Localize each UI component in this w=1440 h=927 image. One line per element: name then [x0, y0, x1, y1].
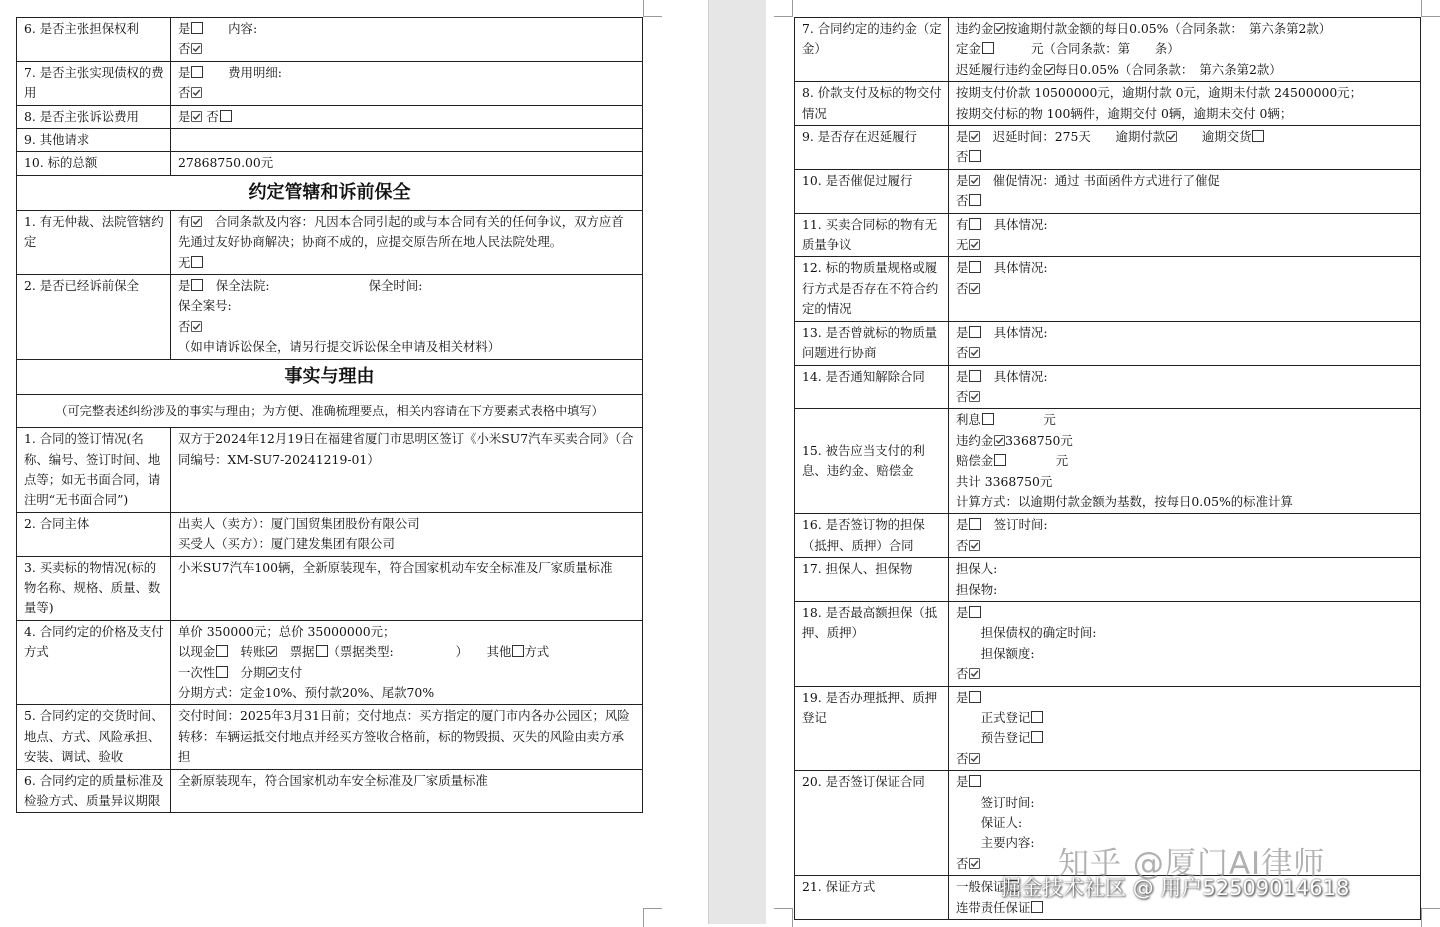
field-line	[956, 323, 1414, 343]
field-text: 是	[956, 368, 969, 384]
unchecked-checkbox-icon[interactable]	[969, 691, 981, 703]
checked-checkbox-icon[interactable]	[969, 172, 980, 183]
checked-checkbox-icon[interactable]	[994, 20, 1005, 31]
field-text: 有	[178, 213, 191, 229]
row-value	[171, 620, 643, 705]
row-value	[949, 686, 1421, 771]
field-text: 主要内容:	[956, 835, 1035, 851]
page-corner-mark	[643, 0, 662, 17]
row-label: 16. 是否签订物的担保（抵押、质押）合同	[795, 514, 949, 558]
field-line	[178, 317, 636, 337]
field-line	[178, 63, 636, 83]
unchecked-checkbox-icon[interactable]	[216, 666, 228, 678]
row-label: 12. 标的物质量规格或履行方式是否存在不符合约定的情况	[795, 257, 949, 321]
field-line	[178, 706, 636, 767]
page-corner-mark	[643, 908, 662, 927]
field-line	[178, 622, 636, 642]
field-line	[178, 153, 636, 173]
form-row	[17, 105, 643, 128]
checked-checkbox-icon[interactable]	[994, 432, 1005, 443]
field-text: 签订时间:	[981, 517, 1048, 533]
field-line	[956, 580, 1414, 600]
field-text: 具体情况:	[981, 260, 1048, 276]
checked-checkbox-icon[interactable]	[969, 388, 980, 399]
row-value	[171, 556, 643, 620]
unchecked-checkbox-icon[interactable]	[512, 645, 524, 657]
field-text: 预告登记	[956, 730, 1031, 746]
field-text: 保证人:	[956, 815, 1023, 831]
field-text: 27868750.00元	[178, 155, 274, 171]
checked-checkbox-icon[interactable]	[969, 750, 980, 761]
page-gutter	[708, 0, 768, 924]
field-line	[956, 793, 1414, 813]
unchecked-checkbox-icon[interactable]	[1031, 901, 1043, 913]
form-row	[17, 705, 643, 769]
row-label: 9. 是否存在迟延履行	[795, 126, 949, 170]
row-label: 7. 合同约定的违约金（定金）	[795, 18, 949, 82]
row-value	[171, 512, 643, 556]
unchecked-checkbox-icon[interactable]	[982, 42, 994, 54]
field-text: 正式登记	[956, 710, 1031, 725]
field-text: 否	[956, 149, 969, 165]
field-text: 签订时间:	[956, 794, 1035, 810]
field-line	[956, 171, 1414, 191]
field-text: 否	[178, 41, 191, 57]
form-row	[795, 365, 1421, 409]
page-corner-mark	[1421, 0, 1440, 17]
section-note-row	[17, 394, 643, 427]
field-line	[178, 558, 636, 578]
form-row	[795, 514, 1421, 558]
row-value	[171, 705, 643, 769]
unchecked-checkbox-icon[interactable]	[1031, 731, 1043, 743]
row-value	[949, 601, 1421, 686]
row-value	[171, 152, 643, 175]
field-line	[178, 683, 636, 703]
row-value	[949, 82, 1421, 126]
field-text: 是	[178, 64, 191, 80]
field-text: 一次性	[178, 664, 216, 680]
checked-checkbox-icon[interactable]	[191, 84, 202, 95]
row-label: 6. 合同约定的质量标准及检验方式、质量异议期限	[17, 769, 171, 813]
row-label: 21. 保证方式	[795, 876, 949, 920]
unchecked-checkbox-icon[interactable]	[1252, 130, 1264, 142]
left-form-table	[16, 17, 643, 813]
field-line	[956, 410, 1414, 430]
page-corner-mark	[1421, 908, 1440, 927]
field-text: 是	[956, 689, 969, 705]
field-text: （如申请诉讼保全，请另行提交诉讼保全申请及相关材料）	[178, 339, 501, 355]
field-text: 是	[956, 604, 969, 620]
form-row	[17, 210, 643, 274]
field-text: 每日0.05%（合同条款： 第六条第2款）	[1054, 61, 1282, 77]
field-text: 元	[1006, 453, 1069, 469]
checked-checkbox-icon[interactable]	[969, 128, 980, 139]
field-text: 担保债权的确定时间:	[956, 625, 1097, 641]
field-line	[956, 191, 1414, 211]
field-line	[956, 387, 1414, 407]
field-text: 是	[178, 21, 191, 36]
form-row	[795, 601, 1421, 686]
field-text: 元	[993, 412, 1056, 428]
field-text: 否	[956, 666, 969, 682]
field-text: 单价 350000元；总价 35000000元；	[178, 623, 396, 639]
unchecked-checkbox-icon[interactable]	[969, 606, 981, 618]
field-line	[956, 343, 1414, 363]
unchecked-checkbox-icon[interactable]	[191, 22, 203, 34]
field-text: 是	[178, 108, 191, 124]
field-line	[956, 431, 1414, 451]
field-line	[956, 147, 1414, 167]
field-text: 否	[956, 280, 969, 296]
field-line	[178, 534, 636, 554]
field-text: 否	[956, 855, 969, 871]
row-label: 15. 被告应当支付的利息、违约金、赔偿金	[795, 409, 949, 514]
field-line	[178, 39, 636, 59]
field-text: （票据类型: ） 其他	[327, 644, 512, 660]
row-label: 10. 是否催促过履行	[795, 169, 949, 213]
field-text: 担保额度:	[956, 645, 1035, 661]
form-row	[17, 620, 643, 705]
field-text: 小米SU7汽车100辆，全新原装现车，符合国家机动车安全标准及厂家质量标准	[178, 559, 613, 575]
checked-checkbox-icon[interactable]	[1044, 61, 1055, 72]
row-label: 13. 是否曾就标的物质量问题进行协商	[795, 321, 949, 365]
form-row	[17, 428, 643, 513]
row-label: 8. 价款支付及标的物交付情况	[795, 82, 949, 126]
form-row	[17, 61, 643, 105]
row-value	[171, 210, 643, 274]
field-line	[956, 644, 1414, 664]
checked-checkbox-icon[interactable]	[969, 344, 980, 355]
row-label: 10. 标的总额	[17, 152, 171, 175]
field-line	[178, 83, 636, 103]
field-text: 元（合同条款：第 条）	[993, 41, 1180, 57]
field-text: 否	[956, 388, 969, 404]
field-line	[956, 728, 1414, 748]
unchecked-checkbox-icon[interactable]	[969, 370, 981, 382]
field-line	[178, 253, 636, 273]
form-row	[17, 129, 643, 152]
row-label: 3. 买卖标的物情况(标的物名称、规格、质量、数量等)	[17, 556, 171, 620]
field-line	[956, 492, 1414, 512]
field-text: 按期支付价款 10500000元，逾期付款 0元，逾期未付款 24500000元；	[956, 85, 1363, 101]
checked-checkbox-icon[interactable]	[191, 213, 202, 224]
unchecked-checkbox-icon[interactable]	[316, 645, 328, 657]
field-text: 转账	[228, 644, 266, 660]
field-line	[178, 19, 636, 39]
row-label: 6. 是否主张担保权利	[17, 18, 171, 62]
field-text: 违约金	[956, 432, 994, 448]
field-text: 担保人:	[956, 561, 998, 577]
field-text: 连带责任保证	[956, 899, 1031, 915]
field-text: 合同条款及内容：凡因本合同引起的或与本合同有关的任何争议，双方应首先通过友好协商解决；协商不成的，应提交原告所在地人民法院处理。	[178, 213, 624, 250]
row-value	[171, 18, 643, 62]
field-line	[956, 515, 1414, 535]
field-text: 迟延时间：275天 逾期付款	[980, 129, 1166, 145]
row-label: 8. 是否主张诉讼费用	[17, 105, 171, 128]
form-row	[795, 409, 1421, 514]
row-value	[171, 769, 643, 813]
row-label: 5. 合同约定的交货时间、地点、方式、风险承担、安装、调试、验收	[17, 705, 171, 769]
field-text: 否	[178, 85, 191, 101]
unchecked-checkbox-icon[interactable]	[969, 150, 981, 162]
field-line	[956, 104, 1414, 124]
unchecked-checkbox-icon[interactable]	[969, 518, 981, 530]
row-value	[171, 428, 643, 513]
field-line	[956, 83, 1414, 103]
field-text: 内容:	[203, 21, 258, 36]
field-text: 是	[956, 129, 969, 145]
form-row	[795, 18, 1421, 82]
form-row	[17, 556, 643, 620]
row-label: 18. 是否最高额担保（抵押、质押）	[795, 601, 949, 686]
field-line	[956, 708, 1414, 728]
row-label: 19. 是否办理抵押、质押登记	[795, 686, 949, 771]
field-text: 是	[956, 517, 969, 533]
field-line	[178, 296, 636, 316]
field-text: 违约金	[956, 21, 994, 36]
field-line	[178, 212, 636, 253]
field-text: 分期方式：定金10%、预付款20%、尾款70%	[178, 684, 435, 700]
page-corner-mark	[774, 908, 793, 927]
row-label: 11. 买卖合同标的物有无质量争议	[795, 213, 949, 257]
field-line	[956, 367, 1414, 387]
row-value	[949, 126, 1421, 170]
field-line	[956, 279, 1414, 299]
field-text: 具体情况:	[981, 324, 1048, 340]
field-text: 催促情况：通过 书面函件方式进行了催促	[980, 172, 1220, 188]
field-text: 具体情况:	[981, 216, 1048, 232]
checked-checkbox-icon[interactable]	[191, 40, 202, 51]
field-text: 有	[956, 216, 969, 232]
row-label: 2. 是否已经诉前保全	[17, 275, 171, 360]
field-line	[956, 19, 1414, 39]
field-line	[956, 603, 1414, 623]
row-label: 2. 合同主体	[17, 512, 171, 556]
form-row	[795, 321, 1421, 365]
field-line	[178, 771, 636, 791]
field-line	[956, 60, 1414, 80]
page-corner-mark	[774, 0, 793, 17]
checked-checkbox-icon[interactable]	[1166, 128, 1177, 139]
field-text: 利息	[956, 412, 981, 428]
form-row	[795, 686, 1421, 771]
field-text: 以现金	[178, 644, 216, 660]
field-text: 是	[956, 260, 969, 276]
row-label: 1. 有无仲裁、法院管辖约定	[17, 210, 171, 274]
field-text: 全新原装现车，符合国家机动车安全标准及厂家质量标准	[178, 772, 488, 788]
field-line	[178, 337, 636, 357]
field-text: 无	[956, 237, 969, 253]
field-line	[956, 258, 1414, 278]
row-value	[949, 169, 1421, 213]
section-title-jurisdiction: 约定管辖和诉前保全	[17, 175, 643, 210]
field-line	[178, 663, 636, 683]
field-text: 是	[178, 278, 191, 294]
field-line	[956, 451, 1414, 471]
field-line	[956, 772, 1414, 792]
form-row	[795, 169, 1421, 213]
field-text: 双方于2024年12月19日在福建省厦门市思明区签订《小米SU7汽车买卖合同》（合同编号：XM-SU7-20241219-01）	[178, 431, 634, 467]
row-value	[949, 514, 1421, 558]
row-label: 14. 是否通知解除合同	[795, 365, 949, 409]
unchecked-checkbox-icon[interactable]	[969, 194, 981, 206]
row-label: 17. 担保人、担保物	[795, 558, 949, 602]
unchecked-checkbox-icon[interactable]	[982, 413, 994, 425]
field-line	[956, 39, 1414, 59]
field-line	[178, 429, 636, 470]
row-value	[949, 257, 1421, 321]
field-text: 否	[178, 318, 191, 334]
unchecked-checkbox-icon[interactable]	[969, 775, 981, 787]
field-text: 否	[956, 345, 969, 361]
checked-checkbox-icon[interactable]	[266, 664, 277, 675]
row-value	[949, 213, 1421, 257]
form-row	[17, 18, 643, 62]
field-text: 票据	[277, 644, 315, 660]
juejin-watermark: 掘金技术社区 @ 用户52509014618	[1000, 876, 1350, 900]
checked-checkbox-icon[interactable]	[969, 855, 980, 866]
unchecked-checkbox-icon[interactable]	[994, 454, 1006, 466]
unchecked-checkbox-icon[interactable]	[191, 66, 203, 78]
form-row	[795, 558, 1421, 602]
zhihu-watermark: 知乎 @厦门AI律师	[1058, 846, 1326, 882]
checked-checkbox-icon[interactable]	[191, 318, 202, 329]
row-label: 9. 其他请求	[17, 129, 171, 152]
field-line	[956, 127, 1414, 147]
form-row	[17, 152, 643, 175]
field-text: 具体情况:	[981, 368, 1048, 384]
field-line	[956, 536, 1414, 556]
row-value	[949, 409, 1421, 514]
section-title-jurisdiction-row	[17, 175, 643, 210]
field-text: 费用明细:	[203, 64, 282, 80]
field-text: 交付时间：2025年3月31日前；交付地点：买方指定的厦门市内各办公园区；风险转移：车辆运抵交付地点并经买方签收合格前，标的物毁损、灭失的风险由卖方承担	[178, 708, 630, 765]
section-title-facts-row	[17, 359, 643, 394]
unchecked-checkbox-icon[interactable]	[216, 645, 228, 657]
field-line	[956, 235, 1414, 255]
row-value	[171, 105, 643, 128]
unchecked-checkbox-icon[interactable]	[191, 279, 203, 291]
field-text: 无	[178, 254, 191, 270]
row-value	[171, 129, 643, 152]
field-line	[178, 276, 636, 296]
field-text: 是	[956, 172, 969, 188]
checked-checkbox-icon[interactable]	[969, 665, 980, 676]
field-line	[956, 749, 1414, 769]
form-row	[17, 275, 643, 360]
row-value	[171, 61, 643, 105]
unchecked-checkbox-icon[interactable]	[969, 261, 981, 273]
field-text: 担保物:	[956, 581, 998, 597]
field-text: 计算方式：以逾期付款金额为基数，按每日0.05%的标准计算	[956, 493, 1293, 509]
form-row	[795, 213, 1421, 257]
field-line	[178, 107, 636, 127]
row-value	[949, 558, 1421, 602]
unchecked-checkbox-icon[interactable]	[969, 218, 981, 230]
field-text: 保全案号:	[178, 298, 232, 314]
unchecked-checkbox-icon[interactable]	[969, 326, 981, 338]
field-text: 迟延履行违约金	[956, 61, 1043, 77]
field-text: 否	[956, 537, 969, 553]
section-note: （可完整表述纠纷涉及的事实与理由；为方便、准确梳理要点，相关内容请在下方要素式表格中填写）	[17, 394, 643, 427]
field-line	[956, 623, 1414, 643]
row-value	[949, 365, 1421, 409]
checked-checkbox-icon[interactable]	[191, 108, 202, 119]
row-value	[949, 18, 1421, 82]
field-text: 赔偿金	[956, 453, 994, 469]
form-row	[17, 512, 643, 556]
field-text: 按逾期付款金额的每日0.05%（合同条款： 第六条第2款）	[1005, 21, 1332, 36]
form-row	[17, 769, 643, 813]
checked-checkbox-icon[interactable]	[969, 280, 980, 291]
row-label: 4. 合同约定的价格及支付方式	[17, 620, 171, 705]
checked-checkbox-icon[interactable]	[266, 643, 277, 654]
field-text: 3368750元	[1005, 432, 1073, 448]
row-label: 20. 是否签订保证合同	[795, 771, 949, 876]
field-text: 按期交付标的物 100辆件，逾期交付 0辆，逾期未交付 0辆；	[956, 105, 1293, 121]
form-row	[795, 82, 1421, 126]
form-row	[795, 257, 1421, 321]
field-text: 保全法院: 保全时间:	[203, 278, 423, 294]
field-line	[956, 664, 1414, 684]
unchecked-checkbox-icon[interactable]	[1031, 711, 1043, 723]
section-title-facts: 事实与理由	[17, 359, 643, 394]
unchecked-checkbox-icon[interactable]	[191, 256, 203, 268]
unchecked-checkbox-icon[interactable]	[220, 110, 232, 122]
field-text: 否	[956, 750, 969, 766]
row-value	[171, 275, 643, 360]
field-text: 共计 3368750元	[956, 473, 1053, 489]
field-line	[178, 514, 636, 534]
field-line	[956, 472, 1414, 492]
right-form-table	[794, 17, 1421, 920]
field-text: 是	[956, 774, 969, 790]
field-text: 买受人（买方）：厦门建发集团有限公司	[178, 536, 395, 552]
field-text: 出卖人（卖方）：厦门国贸集团股份有限公司	[178, 515, 420, 531]
field-text: 分期	[228, 664, 266, 680]
field-line	[956, 813, 1414, 833]
row-label: 7. 是否主张实现债权的费用	[17, 61, 171, 105]
field-line	[956, 688, 1414, 708]
field-text: 否	[202, 108, 219, 124]
field-text: 一般保证	[956, 879, 1006, 895]
field-text: 支付	[277, 664, 303, 680]
field-text: 逾期交货	[1177, 129, 1252, 145]
field-line	[956, 215, 1414, 235]
checked-checkbox-icon[interactable]	[969, 537, 980, 548]
field-line	[956, 559, 1414, 579]
field-text: 否	[956, 193, 969, 209]
field-text: 是	[956, 324, 969, 340]
field-text: 定金	[956, 41, 981, 57]
row-value	[949, 321, 1421, 365]
row-label: 1. 合同的签订情况(名称、编号、签订时间、地点等；如无书面合同，请注明“无书面合同”)	[17, 428, 171, 513]
field-line	[178, 642, 636, 662]
checked-checkbox-icon[interactable]	[969, 236, 980, 247]
form-row	[795, 126, 1421, 170]
field-text: 方式	[524, 644, 550, 660]
